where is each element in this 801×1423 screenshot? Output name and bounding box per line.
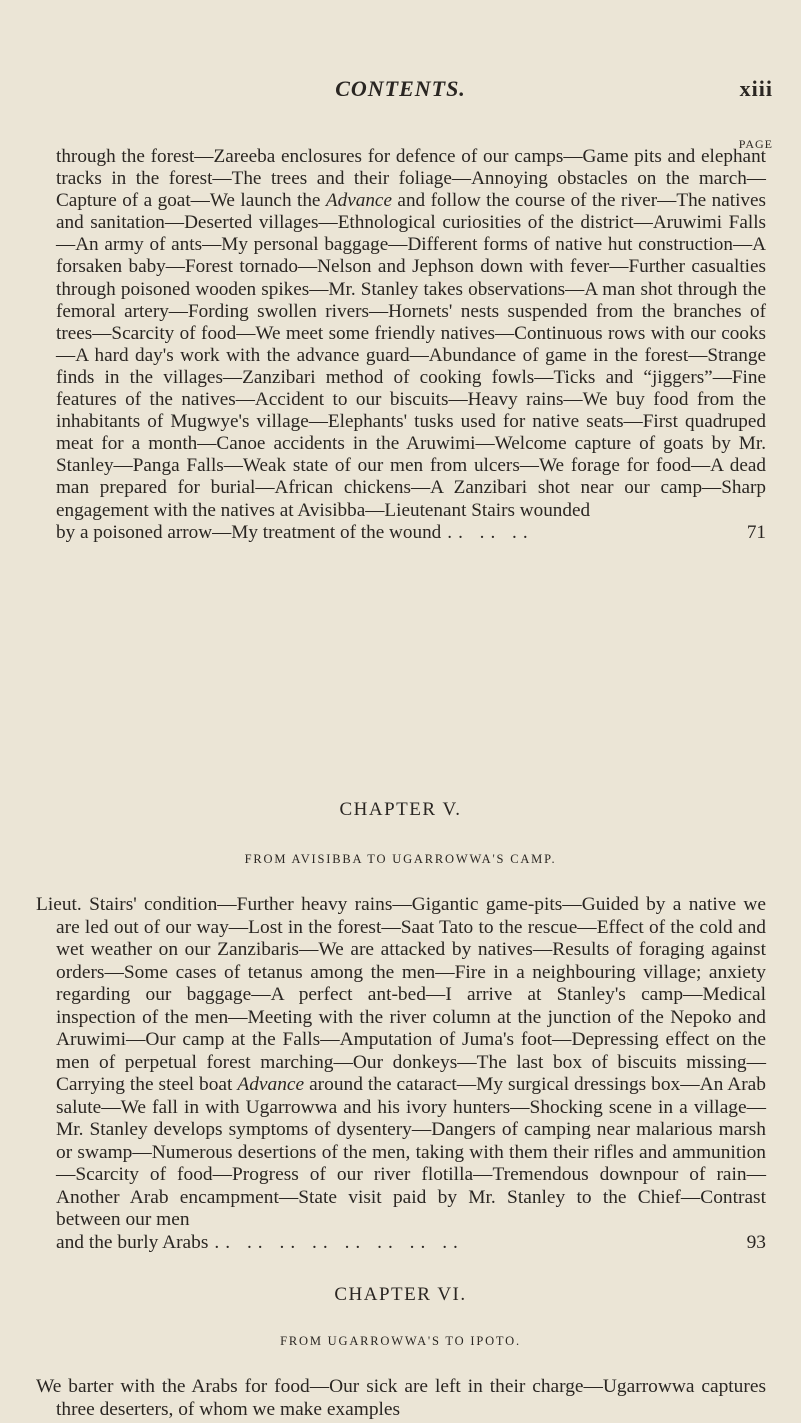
chapter-vi-subheading: FROM UGARROWWA'S TO IPOTO.: [280, 1334, 521, 1348]
chapter-iv-leader-dots: .. .. ..: [447, 521, 534, 543]
chapter-v-summary: [36, 894, 766, 1254]
chapter-v-heading: CHAPTER V.: [339, 799, 462, 820]
chapter-iv-last-line: by a poisoned arrow—My treatment of the wound: [56, 521, 442, 543]
chapter-v-italic: Advance: [237, 1074, 305, 1095]
chapter-vi-heading: CHAPTER VI.: [334, 1284, 467, 1305]
chapter-iv-summary: [56, 146, 766, 544]
chapter-iv-paragraph: [56, 146, 766, 522]
chapter-v-paragraph: [36, 894, 766, 1232]
chapter-v-leader-line: [36, 1232, 766, 1255]
page-number: xiii: [739, 76, 773, 101]
chapter-v-page-ref: 93: [746, 1231, 766, 1253]
chapter-iv-text-b: and follow the course of the river—The natives and sanitation—Deserted villages—Ethnological curiosities of the district—Aruwimi Falls—An army of ants—My personal baggage—Different forms of native hut construction—A forsaken baby—Forest tornado—Nelson and Jephson down with fever—Further casualties through poisoned wooden spikes—Mr. Stanley takes observations—A man shot through the femoral artery—Fording swollen rivers—Hornets' nests suspended from the branches of trees—Scarcity of food—We meet some friendly natives—Continuous rows with our cooks—A hard day's work with the advance guard—Abundance of game in the forest—Strange finds in the villages—Zanzibari method of cooking fowls—Ticks and “jiggers”—Fine features of the natives—Accident to our biscuits—Heavy rains—We buy food from the inhabitants of Mugwye's village—Elephants' tusks used for native seats—First quadruped meat for a month—Canoe accidents in the Aruwimi—Welcome capture of goats by Mr. Stanley—Panga Falls—Weak state of our men from ulcers—We forage for food—A dead man prepared for burial—African chickens—A Zanzibari shot near our camp—Sharp engagement with the natives at Avisibba—Lieutenant Stairs wounded: [56, 190, 766, 521]
running-head: [0, 76, 801, 106]
chapter-v-text-b: around the cataract—My surgical dressings box—An Arab salute—We fall in with Ugarrowwa and his ivory hunters—Shocking scene in a village—Mr. Stanley develops symptoms of dysentery—Dangers of camping near malarious marsh or swamp—Numerous desertions of the men, taking with them their rifles and ammunition—Scarcity of food—Progress of our river flotilla—Tremendous downpour of rain—Another Arab encampment—State visit paid by Mr. Stanley to the Chief—Contrast between our men: [56, 1074, 766, 1230]
chapter-iv-page-ref: 71: [746, 521, 766, 543]
chapter-vi-summary: [36, 1376, 766, 1421]
chapter-iv-text-a: through the forest—Zareeba enclosures for defence of our camps—Game pits and elephant tracks in the forest—The trees and their foliage—Annoying obstacles on the march—Capture of a goat—We launch the: [56, 146, 766, 212]
chapter-v-last-line: and the burly Arabs: [56, 1231, 209, 1253]
chapter-v-text-a: Lieut. Stairs' condition—Further heavy rains—Gigantic game-pits—Guided by a native we are led out of our way—Lost in the forest—Saat Tato to the rescue—Effect of the cold and wet weather on our Zanzibaris—We are attacked by natives—Results of foraging against orders—Some cases of tetanus among the men—Fire in a neighbouring village; anxiety regarding our baggage—A perfect ant-bed—I arrive at Stanley's camp—Medical inspection of the men—Meeting with the river column at the junction of the Nepoko and Aruwimi—Our camp at the Falls—Amputation of Juma's foot—Depressing effect on the men of perpetual forest marching—Our donkeys—The last box of biscuits missing—Carrying the steel boat: [36, 894, 766, 1095]
page-column-label: PAGE: [738, 137, 773, 151]
running-title: CONTENTS.: [335, 76, 466, 101]
chapter-iv-italic: Advance: [325, 190, 392, 212]
chapter-iv-leader-line: [56, 522, 766, 544]
chapter-vi-paragraph: We barter with the Arabs for food—Our sick are left in their charge—Ugarrowwa captures three deserters, of whom we make examples: [36, 1376, 766, 1420]
chapter-v-leader-dots: .. .. .. .. .. .. .. ..: [214, 1231, 464, 1253]
chapter-v-subheading: FROM AVISIBBA TO UGARROWWA'S CAMP.: [244, 852, 557, 866]
